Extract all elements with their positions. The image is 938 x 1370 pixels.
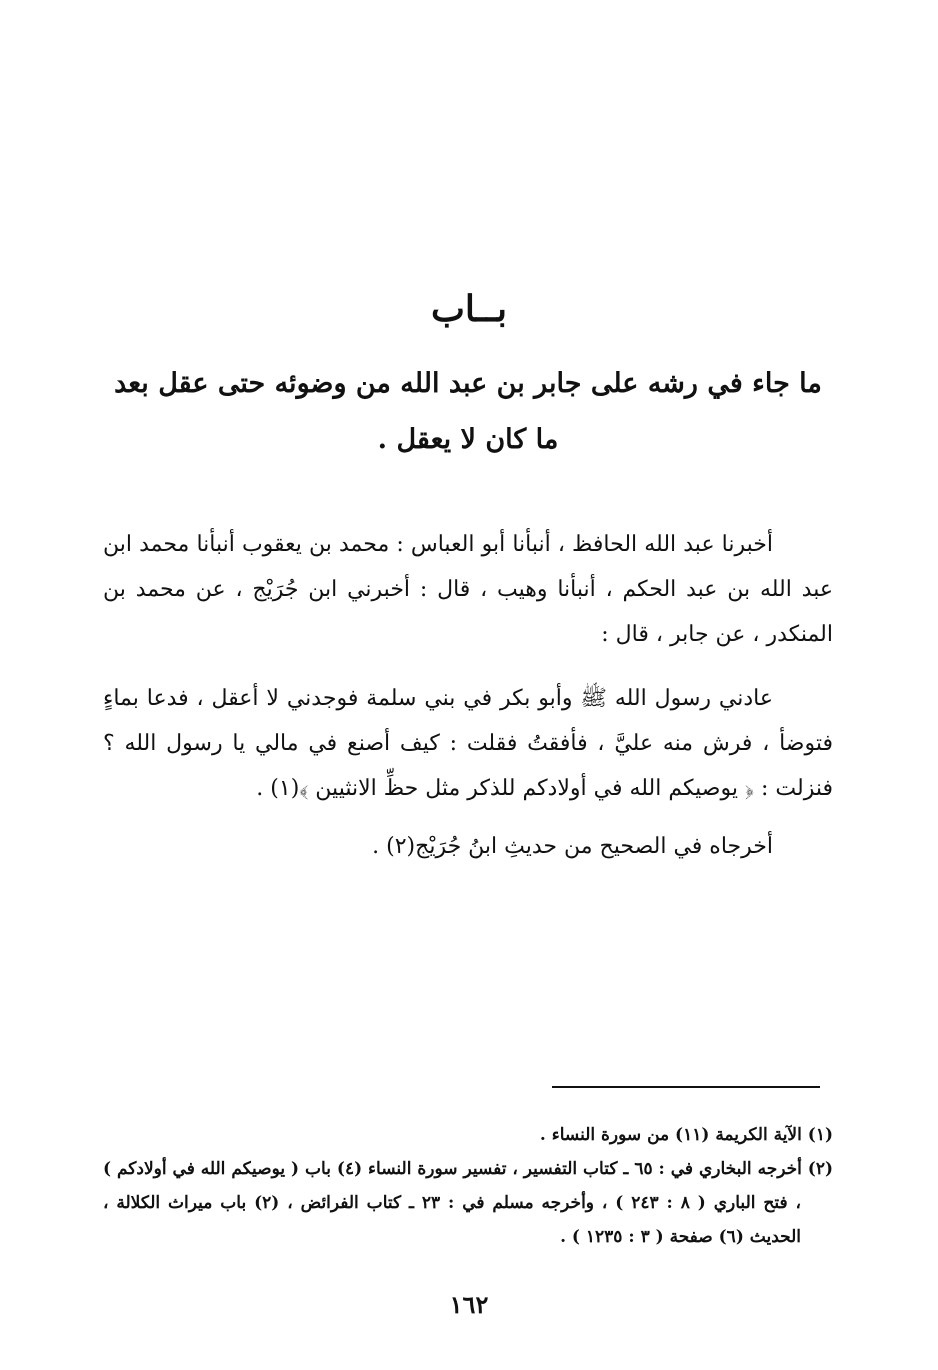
- paragraph-text: أخرجاه في الصحيح من حديثِ ابنُ جُرَيْج(٢) .: [372, 834, 773, 859]
- body-paragraph-hadith: [103, 676, 833, 811]
- footnote-divider: [552, 1086, 820, 1088]
- footnote-2: (٢) أخرجه البخاري في : ٦٥ ـ كتاب التفسير ، تفسير سورة النساء (٤) باب ( يوصيكم الله في أولادكم ) ، فتح الباري ( ٨ : ٢٤٣ ) ، وأخرجه مسلم في : ٢٣ ـ كتاب الفرائض ، (٢) باب ميراث الكلالة ، الحديث (٦) صفحة ( ٣ : ١٢٣٥ ) .: [103, 1159, 833, 1247]
- chapter-title: ما جاء في رشه على جابر بن عبد الله من وضوئه حتى عقل بعد ما كان لا يعقل .: [114, 368, 822, 455]
- paragraph-text: عادني رسول الله ﷺ وأبو بكر في بني سلمة فوجدني لا أعقل ، فدعا بماءٍ فتوضأ ، فرش منه عليَّ ، فأفقتُ فقلت : كيف أصنع في مالي يا رسول الله ؟ فنزلت : ﴿ يوصيكم الله في أولادكم للذكر مثل حظِّ الانثيين ﴾(١) .: [103, 686, 833, 801]
- chapter-heading: بــاب: [431, 288, 507, 330]
- body-paragraph-takhrij: [103, 824, 833, 869]
- page-number: ١٦٢: [449, 1290, 489, 1319]
- paragraph-text: أخبرنا عبد الله الحافظ ، أنبأنا أبو العباس : محمد بن يعقوب أنبأنا محمد ابن عبد الله بن عبد الحكم ، أنبأنا وهيب ، قال : أخبرني ابن جُرَيْج ، عن محمد بن المنكدر ، عن جابر ، قال :: [103, 532, 833, 647]
- footnote-1: (١) الآية الكريمة (١١) من سورة النساء .: [539, 1125, 833, 1145]
- body-paragraph-isnad: [103, 522, 833, 657]
- footnotes: [103, 1118, 833, 1254]
